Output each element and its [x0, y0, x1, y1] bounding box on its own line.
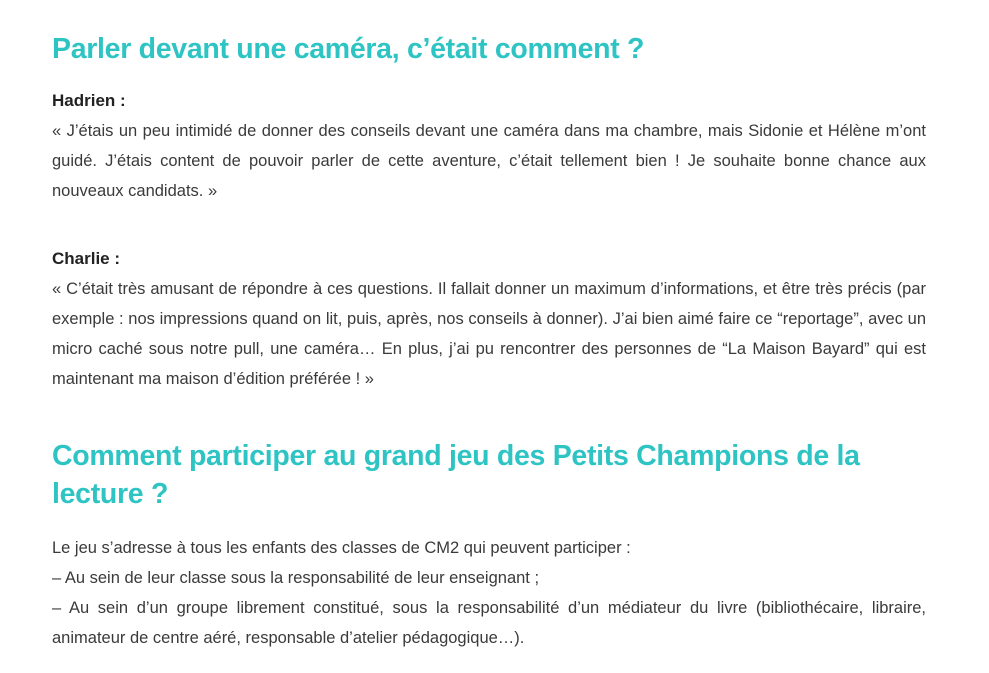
participation-item: – Au sein de leur classe sous la responsabilité de leur enseignant ;	[52, 569, 540, 587]
participation-item: – Au sein d’un groupe librement constitué, sous la responsabilité d’un médiateur du livre (bibliothécaire, libraire, animateur de centre aéré, responsable d’atelier pédagogique…).	[52, 599, 926, 647]
participation-intro: Le jeu s’adresse à tous les enfants des classes de CM2 qui peuvent participer :	[52, 539, 631, 557]
testimonial-quote: « C’était très amusant de répondre à ces questions. Il fallait donner un maximum d’informations, et être très précis (par exemple : nos impressions quand on lit, puis, après, nos conseils à donner). J’ai bien aimé faire ce “reportage”, avec un micro caché sous notre pull, une caméra… En plus, j’ai pu rencontrer des personnes de “La Maison Bayard” qui est maintenant ma maison d’édition préférée ! »	[52, 280, 926, 388]
section-heading-participate: Comment participer au grand jeu des Petits Champions de la lecture ?	[52, 440, 860, 510]
speaker-name: Charlie :	[52, 249, 121, 268]
testimonial-hadrien	[52, 86, 926, 206]
participation-info	[52, 533, 926, 653]
testimonial-charlie	[52, 244, 926, 394]
section-heading-camera: Parler devant une caméra, c’était comment ?	[52, 33, 645, 65]
speaker-name: Hadrien :	[52, 91, 126, 110]
testimonial-quote: « J’étais un peu intimidé de donner des conseils devant une caméra dans ma chambre, mais Sidonie et Hélène m’ont guidé. J’étais content de pouvoir parler de cette aventure, c’était tellement bien ! Je souhaite bonne chance aux nouveaux candidats. »	[52, 122, 926, 200]
